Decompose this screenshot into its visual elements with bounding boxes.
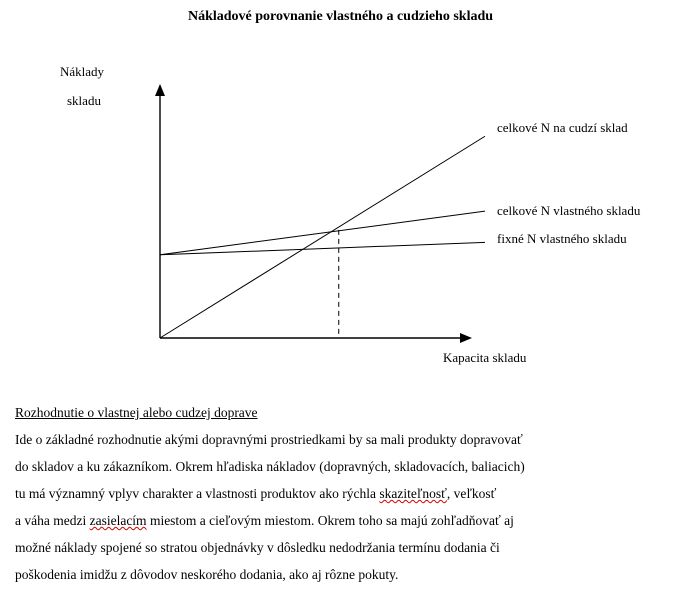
paragraph (15, 431, 675, 593)
paragraph-line (15, 539, 675, 566)
paragraph-line (15, 512, 675, 539)
series-label-own-fixed: fixné N vlastného skladu (497, 231, 627, 246)
section-heading: Rozhodnutie o vlastnej alebo cudzej doprave (15, 405, 258, 420)
y-axis-label-line-1: Náklady (60, 64, 105, 79)
spellcheck-word: skaziteľnosť (379, 486, 447, 501)
text-run: Ide o základné rozhodnutie akými dopravnými prostriedkami by sa mali produkty dopravovať (15, 432, 523, 447)
paragraph-line (15, 458, 675, 485)
paragraph-line (15, 485, 675, 512)
paragraph-line (15, 566, 675, 593)
y-axis-arrow-icon (155, 84, 165, 96)
series-label-foreign-total: celkové N na cudzí sklad (497, 120, 628, 135)
text-run: a váha medzi (15, 513, 90, 528)
text-run: , veľkosť (446, 486, 497, 501)
chart-title: Nákladové porovnanie vlastného a cudzieho skladu (187, 9, 494, 24)
spellcheck-word: zasielacím (89, 513, 147, 528)
text-run: miestom a cieľovým miestom. Okrem toho sa majú zohľadňovať aj (146, 513, 514, 528)
body-text (15, 404, 675, 593)
text-run: poškodenia imidžu z dôvodov neskorého dodania, ako aj rôzne pokuty. (15, 567, 399, 582)
axes (155, 84, 472, 343)
paragraph-line (15, 431, 675, 458)
series-line-foreign-total (160, 136, 485, 338)
series-label-own-total: celkové N vlastného skladu (497, 203, 641, 218)
text-run: do skladov a ku zákazníkom. Okrem hľadiska nákladov (dopravných, skladovacích, baliacich) (15, 459, 525, 474)
x-axis-label: Kapacita skladu (443, 350, 527, 365)
text-run: tu má významný vplyv charakter a vlastnosti produktov ako rýchla (15, 486, 380, 501)
text-run: možné náklady spojené so stratou objednávky v dôsledku nedodržania termínu dodania či (15, 540, 500, 555)
y-axis-label-line-2: skladu (67, 93, 101, 108)
x-axis-arrow-icon (460, 333, 472, 343)
